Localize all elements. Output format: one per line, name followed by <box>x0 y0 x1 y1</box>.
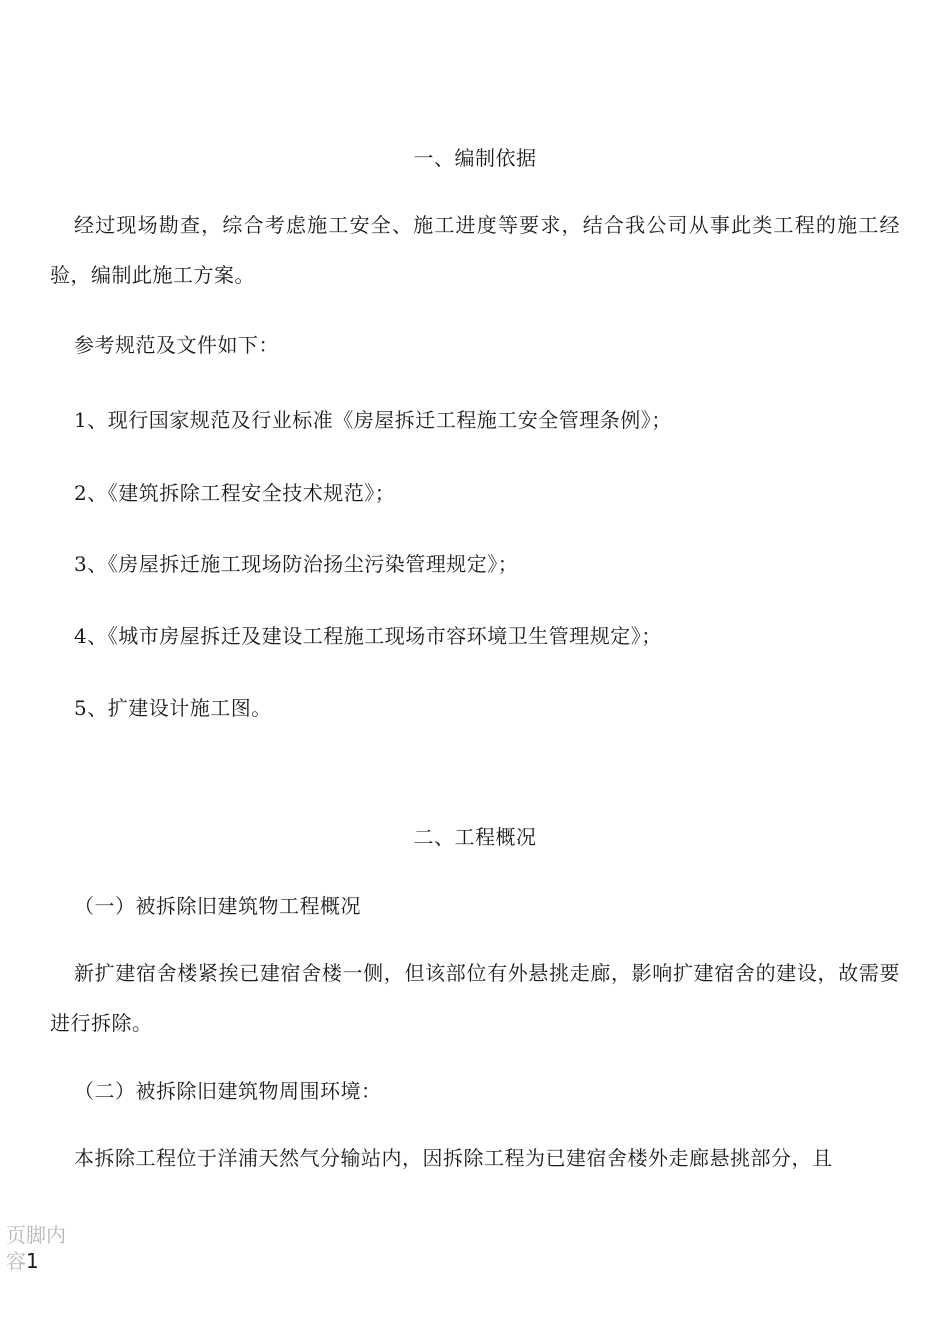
reference-item-3: 3、《房屋拆迁施工现场防治扬尘污染管理规定》； <box>74 552 519 576</box>
reference-item-5: 5、扩建设计施工图。 <box>74 696 272 720</box>
subsection1-title: （一）被拆除旧建筑物工程概况 <box>74 894 361 918</box>
page-footer <box>6 1222 76 1274</box>
reference-item-1: 1、现行国家规范及行业标准《房屋拆迁工程施工安全管理条例》； <box>74 408 672 432</box>
reference-item-4: 4、《城市房屋拆迁及建设工程施工现场市容环境卫生管理规定》； <box>74 624 662 648</box>
section1-heading: 一、编制依据 <box>413 146 537 170</box>
subsection2-title: （二）被拆除旧建筑物周围环境： <box>74 1079 382 1103</box>
page-number: 1 <box>26 1249 39 1273</box>
references-label: 参考规范及文件如下： <box>74 333 279 357</box>
reference-item-2: 2、《建筑拆除工程安全技术规范》； <box>74 481 396 505</box>
section2-heading: 二、工程概况 <box>413 825 537 849</box>
footer-label: 页脚内容 <box>6 1223 66 1273</box>
subsection1-paragraph: 新扩建宿舍楼紧挨已建宿舍楼一侧，但该部位有外悬挑走廊，影响扩建宿舍的建设，故需要进行拆除。 <box>50 961 900 1035</box>
subsection2-paragraph: 本拆除工程位于洋浦天然气分输站内，因拆除工程为已建宿舍楼外走廊悬挑部分，且 <box>74 1146 833 1170</box>
section1-intro-paragraph: 经过现场勘查，综合考虑施工安全、施工进度等要求，结合我公司从事此类工程的施工经验，编制此施工方案。 <box>50 213 900 287</box>
